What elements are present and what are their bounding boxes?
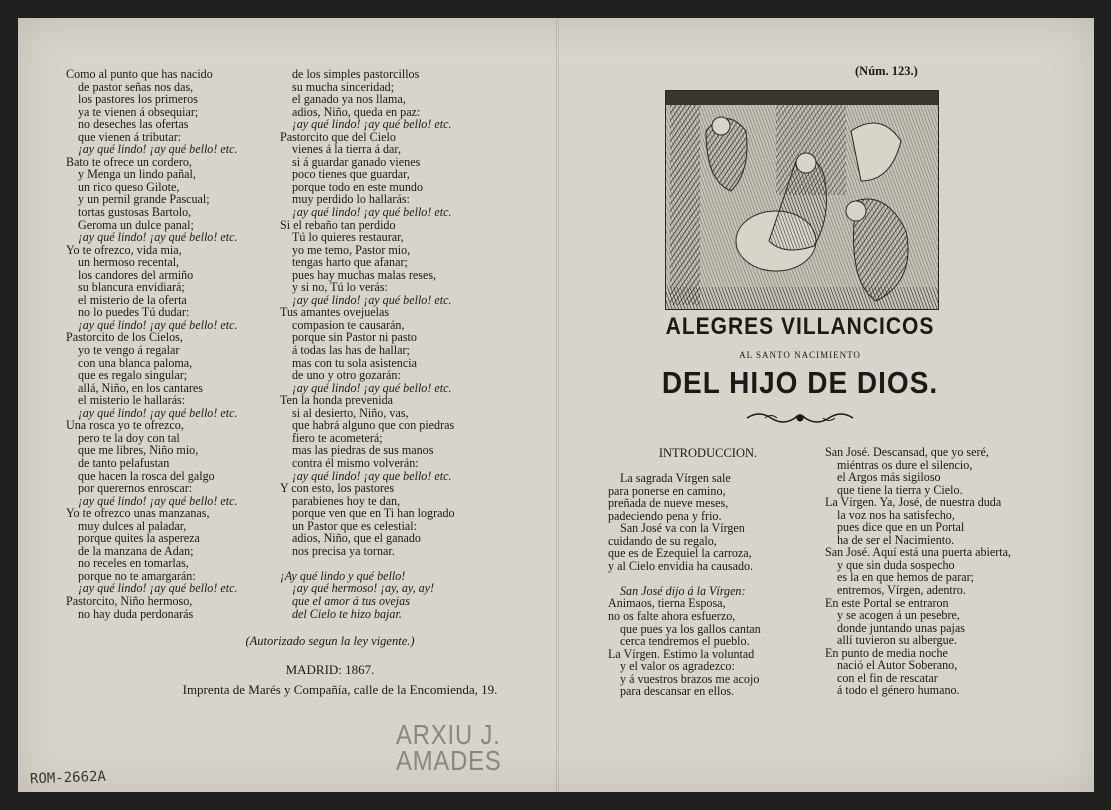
verse-line: los pastores los primeros bbox=[78, 92, 198, 107]
archive-stamp bbox=[396, 719, 502, 776]
verse-line bbox=[280, 557, 455, 570]
verse-line: á todo el género humano. bbox=[837, 683, 960, 698]
verse-line: y un pernil grande Pascual; bbox=[78, 192, 210, 207]
verse-line: con el fin de rescatar bbox=[837, 670, 938, 685]
verse-line: Pastorcito que del Cielo bbox=[280, 129, 396, 144]
verse-line: que habrá alguno que con piedras bbox=[292, 418, 455, 433]
verse-line: fiero te acometerá; bbox=[292, 430, 383, 445]
verse-line: Pastorcito, Niño hermoso, bbox=[66, 593, 193, 608]
verse-line: porque quites la aspereza bbox=[78, 531, 200, 546]
verse-line: un rico queso Gilote, bbox=[78, 179, 180, 194]
verse-line: no receles en tomarlas, bbox=[78, 556, 189, 571]
verse-line: que hacen la rosca del galgo bbox=[78, 468, 215, 483]
verse-line: de tanto pelafustan bbox=[78, 455, 170, 470]
verse-line: yo te vengo á regalar bbox=[78, 343, 180, 358]
verse-line: San José. Aquí está una puerta abierta, bbox=[825, 545, 1012, 560]
verse-line: los candores del armiño bbox=[78, 267, 194, 282]
verse-line: Bato te ofrece un cordero, bbox=[66, 154, 192, 169]
verse-line: yo me temo, Pastor mio, bbox=[292, 242, 411, 257]
verse-line: ¡ay qué lindo! ¡ay qué bello! etc. bbox=[78, 142, 238, 157]
verse-line: Animaos, tierna Esposa, bbox=[608, 596, 726, 611]
verse-line: su blancura envidiará; bbox=[78, 280, 185, 295]
verse-line: adios, Niño, queda en paz: bbox=[292, 104, 421, 119]
verse-line: poco tienes que guardar, bbox=[292, 167, 410, 182]
stamp-line-2: AMADES bbox=[396, 745, 502, 776]
verse-line: Tus amantes ovejuelas bbox=[280, 305, 390, 320]
verse-line: La Vírgen. Ya, José, de nuestra duda bbox=[825, 495, 1002, 510]
verse-line: el ganado ya nos llama, bbox=[292, 92, 406, 107]
verse-line: el Argos más sigiloso bbox=[837, 470, 941, 485]
verse-line: si al desierto, Niño, vas, bbox=[292, 405, 409, 420]
verse-line: Ten la honda prevenida bbox=[280, 393, 393, 408]
verse-line: porque todo en este mundo bbox=[292, 179, 423, 194]
verse-line: entremos, Vírgen, adentro. bbox=[837, 583, 966, 598]
verse-line: ¡Ay qué lindo y qué bello! bbox=[280, 568, 406, 583]
verse-line: miéntras os dure el silencio, bbox=[837, 457, 973, 472]
verse-line: muy dulces al paladar, bbox=[78, 518, 187, 533]
verse-line: cuidando de su regalo, bbox=[608, 533, 717, 548]
verse-line: el misterio de la oferta bbox=[78, 292, 187, 307]
verse-line: contra él mismo volverán: bbox=[292, 455, 419, 470]
verse-line: para descansar en ellos. bbox=[620, 684, 735, 699]
verse-line: que vienen á tributar: bbox=[78, 129, 182, 144]
verse-line: ¡ay qué hermoso! ¡ay, ay, ay! bbox=[292, 581, 435, 596]
verse-line: el misterio le hallarás: bbox=[78, 393, 186, 408]
verse-line: que me libres, Niño mio, bbox=[78, 443, 199, 458]
verse-column-left-1 bbox=[66, 68, 238, 620]
verse-line: pues hay muchas malas reses, bbox=[292, 267, 437, 282]
verse-line: y á vuestros brazos me acojo bbox=[620, 671, 760, 686]
verse-line: nos precisa ya tornar. bbox=[292, 543, 395, 558]
verse-line: que pues ya los gallos cantan bbox=[620, 621, 761, 636]
verse-line: porque sin Pastor ni pasto bbox=[292, 330, 417, 345]
verse-line: padeciendo pena y frio. bbox=[608, 508, 722, 523]
verse-line: pues dice que en un Portal bbox=[837, 520, 965, 535]
verse-line: preñada de nueve meses, bbox=[608, 496, 729, 511]
imprint-printer: Imprenta de Marés y Compañía, calle de la Encomienda, 19. bbox=[182, 682, 498, 697]
verse-line: La Vírgen. Estimo la voluntad bbox=[608, 646, 755, 661]
verse-line: ¡ay qué lindo! ¡ay qué bello! etc. bbox=[292, 205, 452, 220]
verse-line: Una rosca yo te ofrezco, bbox=[66, 418, 184, 433]
verse-line: con una blanca paloma, bbox=[78, 355, 193, 370]
verse-column-right-2 bbox=[825, 446, 1011, 697]
verse-line: En punto de media noche bbox=[825, 645, 948, 660]
verse-column-left-2 bbox=[280, 68, 455, 620]
imprint-city-year: MADRID: 1867. bbox=[285, 662, 375, 677]
verse-line: porque ven que en Ti han logrado bbox=[292, 506, 455, 521]
verse-line: En este Portal se entraron bbox=[825, 595, 949, 610]
verse-line: ¡ay qué lindo! ¡ay que bello! etc. bbox=[292, 468, 452, 483]
verse-line: un hermoso recental, bbox=[78, 255, 180, 270]
title-main: ALEGRES VILLANCICOS bbox=[665, 313, 935, 340]
verse-line: ya te vienen á obsequiar; bbox=[78, 104, 199, 119]
title-subtitle: AL SANTO NACIMIENTO bbox=[739, 350, 861, 360]
verse-line: no lo puedes Tú dudar: bbox=[78, 305, 190, 320]
verse-line: y Menga un lindo pañal, bbox=[78, 167, 196, 182]
verse-line: si á guardar ganado vienes bbox=[292, 154, 421, 169]
issue-number: (Núm. 123.) bbox=[855, 64, 918, 78]
verse-line: y que sin duda sospecho bbox=[837, 557, 955, 572]
verse-line: La sagrada Vírgen sale bbox=[620, 471, 731, 485]
verse-line: que tiene la tierra y Cielo. bbox=[837, 482, 963, 497]
verse-line: porque no te amargarán: bbox=[78, 568, 196, 583]
verse-line: ¡ay qué lindo! ¡ay qué bello! etc. bbox=[78, 405, 238, 420]
verse-line: ¡ay qué lindo! ¡ay qué bello! etc. bbox=[292, 117, 452, 132]
verse-line: donde juntando unas pajas bbox=[837, 620, 965, 635]
verse-line: San José dijo á la Vírgen: bbox=[620, 583, 746, 598]
intro-heading: INTRODUCCION. bbox=[658, 446, 758, 460]
verse-line: y se acogen á un pesebre, bbox=[837, 608, 960, 623]
verse-line: por querernos enroscar: bbox=[78, 481, 193, 496]
verse-column-right-1 bbox=[608, 472, 761, 698]
verse-line: ¡ay qué lindo! ¡ay qué bello! etc. bbox=[78, 317, 238, 332]
verse-line: de pastor señas nos das, bbox=[78, 79, 194, 94]
verse-line: Geroma un dulce panal; bbox=[78, 217, 194, 232]
verse-line: la voz nos ha satisfecho, bbox=[837, 507, 955, 522]
verse-line: Si el rebaño tan perdido bbox=[280, 217, 396, 232]
verse-line: y el valor os agradezco: bbox=[620, 659, 735, 674]
verse-line: cerca tendremos el pueblo. bbox=[620, 634, 750, 649]
verse-line: de la manzana de Adan; bbox=[78, 543, 194, 558]
verse-line: Tú lo quieres restaurar, bbox=[292, 230, 404, 245]
verse-line: allí tuvieron su albergue. bbox=[837, 633, 958, 648]
verse-line: es la en que hemos de parar; bbox=[837, 570, 975, 585]
verse-line: á todas las has de hallar; bbox=[292, 343, 410, 358]
verse-line: no hay duda perdonarás bbox=[78, 606, 194, 621]
verse-line: Yo te ofrezco, vida mia, bbox=[66, 242, 182, 257]
verse-line: de los simples pastorcillos bbox=[292, 67, 420, 81]
verse-line: ¡ay qué lindo! ¡ay qué bello! etc. bbox=[78, 230, 238, 245]
verse-line: Pastorcito de los Cielos, bbox=[66, 330, 183, 345]
verse-line: pero te la doy con tal bbox=[78, 430, 180, 445]
verse-line: Y con esto, los pastores bbox=[280, 481, 395, 496]
verse-line: allá, Niño, en los cantares bbox=[78, 380, 203, 395]
verse-line: su mucha sinceridad; bbox=[292, 79, 395, 94]
verse-line: que es de Ezequiel la carroza, bbox=[608, 546, 752, 561]
verse-line: mas las piedras de sus manos bbox=[292, 443, 434, 458]
verse-line: de uno y otro gozarán: bbox=[292, 368, 401, 383]
nativity-engraving bbox=[665, 90, 939, 310]
verse-line: Como al punto que has nacido bbox=[66, 67, 213, 81]
verse-line: San José va con la Vírgen bbox=[620, 521, 745, 536]
verse-line: no deseches las ofertas bbox=[78, 117, 189, 132]
verse-line: tengas harto que afanar; bbox=[292, 255, 408, 270]
verse-line: no os falte ahora esfuerzo, bbox=[608, 609, 736, 624]
verse-line: nació el Autor Soberano, bbox=[837, 658, 958, 673]
verse-line: tortas gustosas Bartolo, bbox=[78, 205, 192, 220]
verse-line: ha de ser el Nacimiento. bbox=[837, 532, 955, 547]
verse-line: ¡ay qué lindo! ¡ay qué bello! etc. bbox=[78, 581, 238, 596]
center-fold bbox=[556, 18, 559, 792]
authorization-note: (Autorizado segun la ley vigente.) bbox=[245, 634, 415, 648]
verse-line: compasion te causarán, bbox=[292, 317, 405, 332]
verse-line: ¡ay qué lindo! ¡ay qué bello! etc. bbox=[78, 493, 238, 508]
verse-line: muy perdido lo hallarás: bbox=[292, 192, 410, 207]
verse-line: mas con tu sola asistencia bbox=[292, 355, 417, 370]
verse-line: vienes á la tierra á dar, bbox=[292, 142, 401, 157]
catalog-mark: ROM-2662A bbox=[29, 768, 107, 788]
ornament-divider bbox=[745, 410, 855, 426]
verse-line: Yo te ofrezco unas manzanas, bbox=[66, 506, 210, 521]
verse-line: y al Cielo envidia ha causado. bbox=[608, 558, 754, 573]
stamp-line-1: ARXIU J. bbox=[396, 719, 501, 750]
verse-line: que el amor á tus ovejas bbox=[292, 593, 410, 608]
verse-line: adios, Niño, que el ganado bbox=[292, 531, 421, 546]
verse-line: un Pastor que es celestial: bbox=[292, 518, 417, 533]
verse-line: San José. Descansad, que yo seré, bbox=[825, 445, 989, 459]
verse-line: ¡ay qué lindo! ¡ay qué bello! etc. bbox=[292, 292, 452, 307]
verse-line: parabienes hoy te dan, bbox=[292, 493, 401, 508]
verse-line: ¡ay qué lindo! ¡ay qué bello! etc. bbox=[292, 380, 452, 395]
verse-line: para ponerse en camino, bbox=[608, 483, 726, 498]
verse-line: del Cielo te hizo bajar. bbox=[292, 606, 402, 621]
verse-line: y si no, Tú lo verás: bbox=[292, 280, 388, 295]
title-large: DEL HIJO DE DIOS. bbox=[661, 365, 939, 400]
verse-line: que es regalo singular; bbox=[78, 368, 188, 383]
